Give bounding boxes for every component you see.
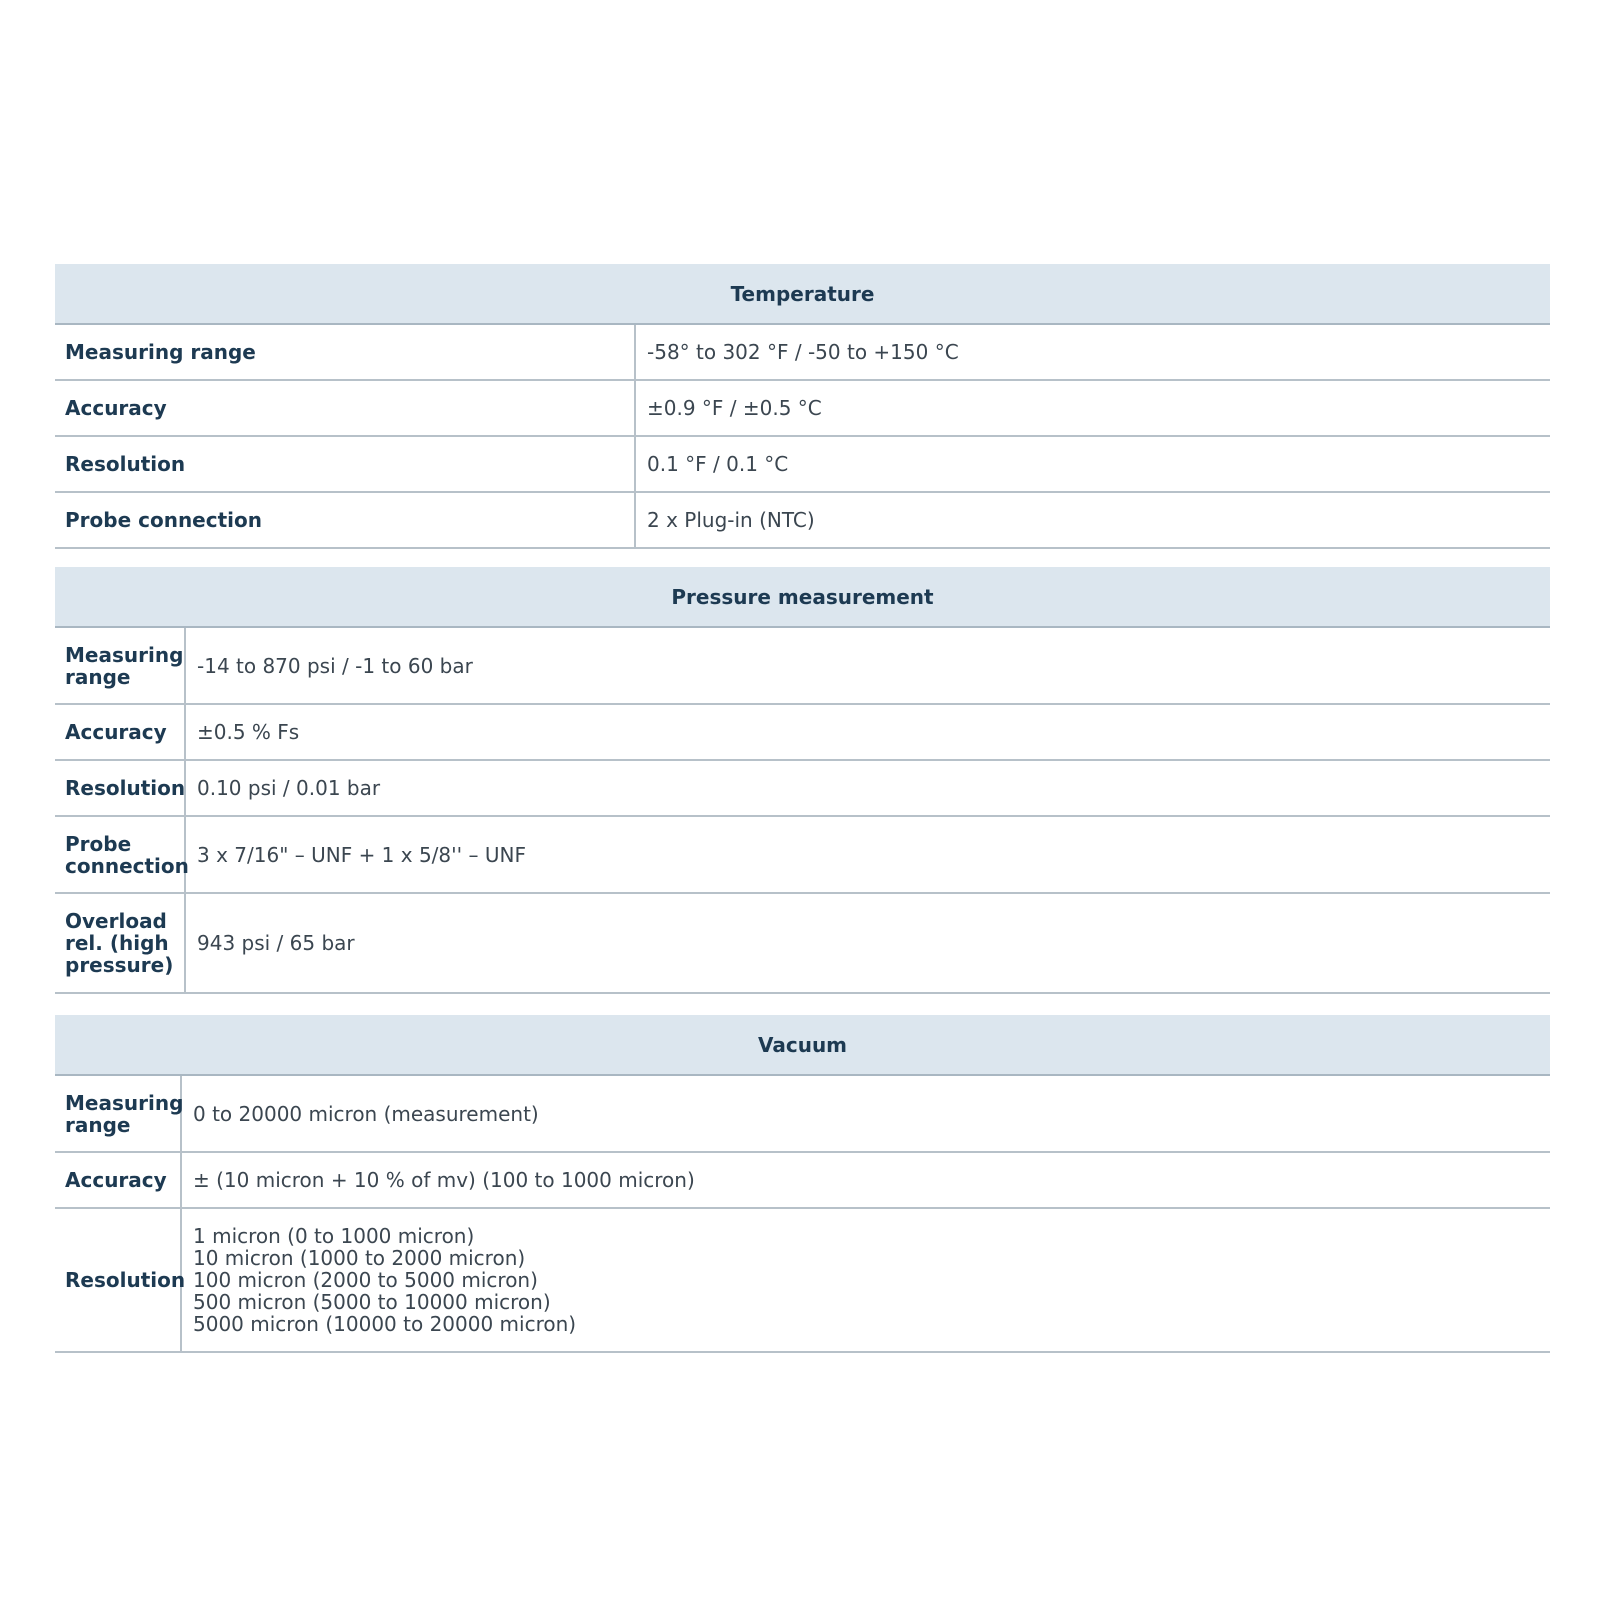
row-label: Accuracy [55,380,635,436]
table-row [55,1075,1550,1152]
table-row [55,816,1550,893]
table-row [55,436,1550,492]
section-title-vacuum: Vacuum [55,1015,1550,1075]
table-row [55,627,1550,704]
section-header-row [55,567,1550,627]
table-row [55,324,1550,380]
row-label: Resolution [55,1208,181,1352]
row-value: 0.10 psi / 0.01 bar [185,760,1550,816]
resolution-line: 5000 micron (10000 to 20000 micron) [193,1312,577,1336]
table-row [55,760,1550,816]
row-value: ± (10 micron + 10 % of mv) (100 to 1000 micron) [181,1152,1550,1208]
row-value: 2 x Plug-in (NTC) [635,492,1550,548]
vacuum-spec-table [55,1015,1550,1353]
resolution-line: 1 micron (0 to 1000 micron) [193,1224,475,1248]
row-label: Probe connection [55,816,185,893]
row-label: Measuring range [55,1075,181,1152]
table-row [55,1152,1550,1208]
row-value: 0 to 20000 micron (measurement) [181,1075,1550,1152]
row-label: Measuring range [55,324,635,380]
row-value: 3 x 7/16" – UNF + 1 x 5/8'' – UNF [185,816,1550,893]
row-value: 0.1 °F / 0.1 °C [635,436,1550,492]
table-row [55,492,1550,548]
table-row [55,380,1550,436]
row-label: Accuracy [55,1152,181,1208]
table-row [55,893,1550,993]
resolution-line: 500 micron (5000 to 10000 micron) [193,1290,551,1314]
row-value: 943 psi / 65 bar [185,893,1550,993]
row-value: ±0.9 °F / ±0.5 °C [635,380,1550,436]
row-value: ±0.5 % Fs [185,704,1550,760]
section-header-row [55,1015,1550,1075]
row-value-multiline [181,1208,1550,1352]
row-value: -58° to 302 °F / -50 to +150 °C [635,324,1550,380]
section-title-temperature: Temperature [55,264,1550,324]
row-value: -14 to 870 psi / -1 to 60 bar [185,627,1550,704]
row-label: Resolution [55,436,635,492]
table-row [55,1208,1550,1352]
row-label: Overload rel. (high pressure) [55,893,185,993]
row-label: Resolution [55,760,185,816]
row-label: Accuracy [55,704,185,760]
row-label: Measuring range [55,627,185,704]
temperature-spec-table [55,264,1550,549]
section-header-row [55,264,1550,324]
row-label: Probe connection [55,492,635,548]
pressure-spec-table [55,567,1550,994]
table-row [55,704,1550,760]
resolution-line: 100 micron (2000 to 5000 micron) [193,1268,538,1292]
resolution-line: 10 micron (1000 to 2000 micron) [193,1246,526,1270]
section-title-pressure: Pressure measurement [55,567,1550,627]
